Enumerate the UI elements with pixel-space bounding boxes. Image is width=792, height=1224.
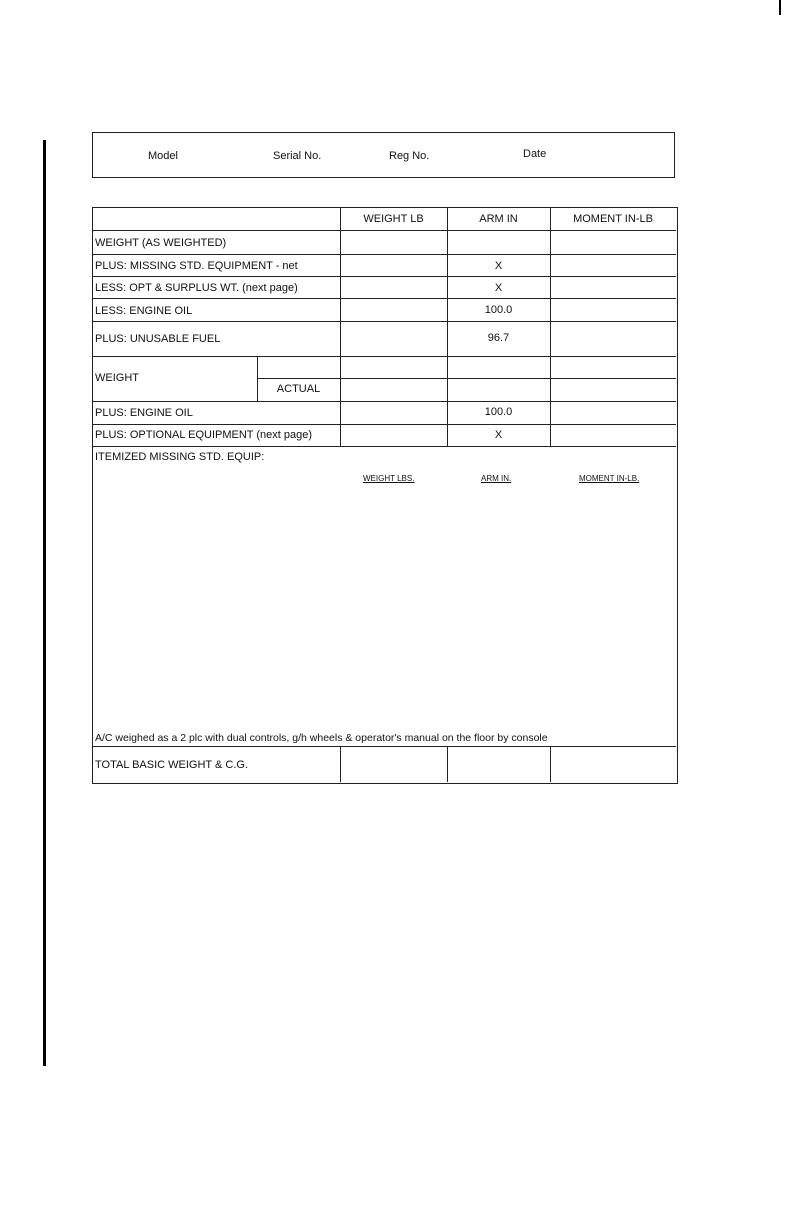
row-label-less-engine-oil: LESS: ENGINE OIL: [95, 305, 193, 317]
weight-column-header: WEIGHT LB: [363, 213, 424, 225]
row-label-missing-std-equipment: PLUS: MISSING STD. EQUIPMENT - net: [95, 260, 298, 272]
itemized-moment-header: MOMENT IN-LB.: [579, 474, 640, 483]
row-arm-missing-std-equipment: X: [494, 260, 503, 272]
weight-balance-form: [92, 207, 678, 784]
row-label-weight-as-weighted: WEIGHT (AS WEIGHTED): [95, 237, 227, 249]
row-arm-opt-surplus: X: [494, 282, 503, 294]
itemized-section-title: ITEMIZED MISSING STD. EQUIP:: [95, 451, 265, 463]
date-label: Date: [523, 148, 547, 160]
header-box: [92, 132, 675, 178]
row-arm-optional-equipment: X: [494, 429, 503, 441]
itemized-arm-header: ARM IN.: [481, 474, 512, 483]
itemized-weight-header: WEIGHT LBS.: [363, 474, 415, 483]
model-label: Model: [148, 150, 178, 162]
row-label-opt-surplus: LESS: OPT & SURPLUS WT. (next page): [95, 282, 298, 294]
row-label-unusable-fuel: PLUS: UNUSABLE FUEL: [95, 333, 221, 345]
row-sublabel-actual: ACTUAL: [276, 383, 321, 395]
total-basic-weight-label: TOTAL BASIC WEIGHT & C.G.: [95, 759, 249, 771]
row-label-optional-equipment: PLUS: OPTIONAL EQUIPMENT (next page): [95, 429, 313, 441]
row-label-weight: WEIGHT: [95, 372, 139, 384]
registration-number-label: Reg No.: [389, 150, 430, 162]
row-arm-plus-engine-oil: 100.0: [484, 406, 513, 418]
margin-bar: [43, 140, 46, 1066]
serial-number-label: Serial No.: [273, 150, 322, 162]
weighing-note: A/C weighed as a 2 plc with dual controls, g/h wheels & operator's manual on the floor by console: [95, 732, 548, 744]
row-arm-unusable-fuel: 96.7: [487, 332, 510, 344]
arm-column-header: ARM IN: [479, 213, 518, 225]
moment-column-header: MOMENT IN-LB: [573, 213, 653, 225]
corner-mark: [779, 0, 781, 15]
row-arm-less-engine-oil: 100.0: [484, 304, 513, 316]
row-label-plus-engine-oil: PLUS: ENGINE OIL: [95, 407, 193, 419]
